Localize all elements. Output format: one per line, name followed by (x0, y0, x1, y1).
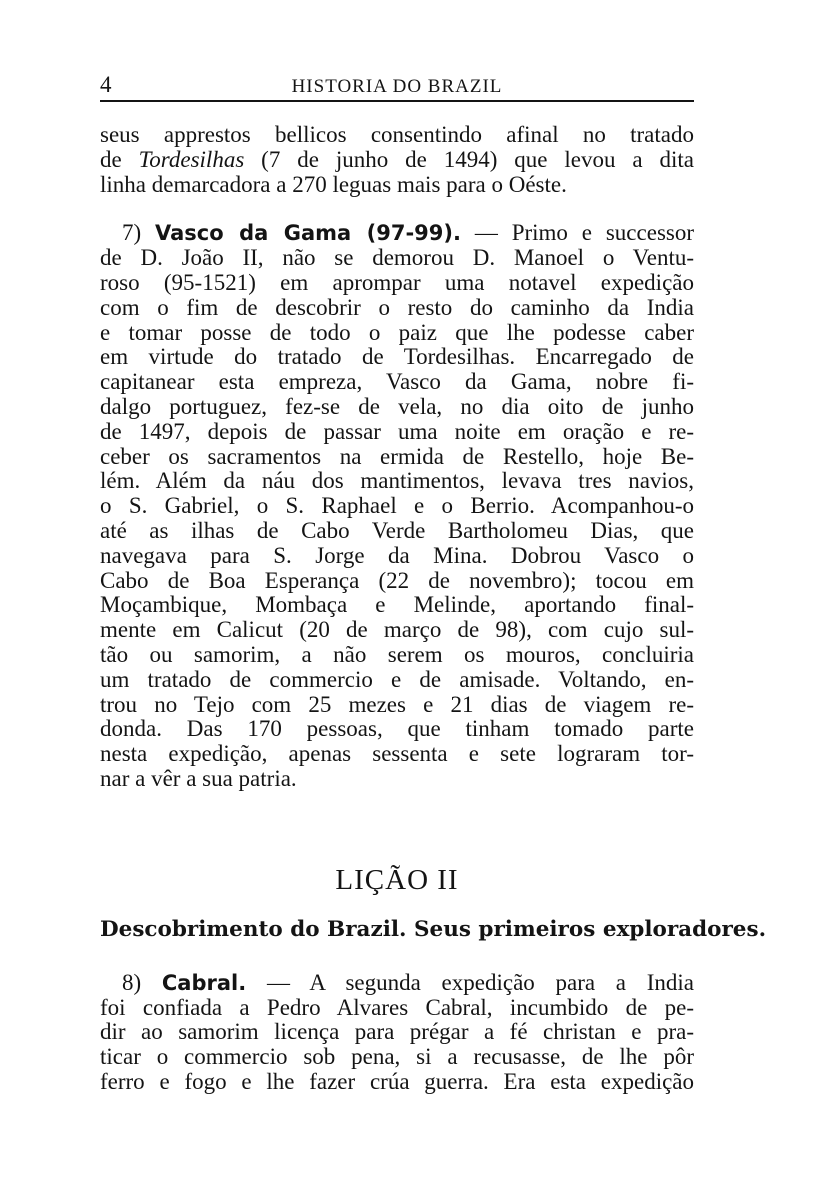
text-line: nar a vêr a sua patria. (100, 765, 297, 791)
paragraph-cabral (100, 971, 694, 1095)
paragraph-vasco-da-gama (100, 221, 694, 791)
text-line: o S. Gabriel, o S. Raphael e o Berrio. Acompanhou-o (100, 493, 694, 519)
text-fragment: — Primo e successor (460, 220, 694, 246)
running-header (100, 70, 694, 100)
text-line: foi confiada a Pedro Alvares Cabral, incumbido de pe- (100, 994, 694, 1020)
text-line: até as ilhas de Cabo Verde Bartholomeu Dias, que (100, 517, 694, 543)
text-line: ticar o commercio sob pena, si a recusasse, de lhe pôr (100, 1044, 694, 1070)
text-line: nesta expedição, apenas sessenta e sete lograram tor- (100, 741, 694, 767)
page-number: 4 (100, 72, 112, 97)
paragraph-continuation (100, 123, 694, 197)
text-fragment: de (100, 146, 139, 172)
section-heading: Vasco da Gama (97-99). (155, 221, 461, 246)
text-line: dir ao samorim licença para prégar a fé christan e pra- (100, 1019, 694, 1045)
section-heading: Cabral. (161, 970, 247, 995)
text-line: donda. Das 170 pessoas, que tinham tomado parte (100, 716, 694, 742)
text-line: com o fim de descobrir o resto do caminho da India (100, 294, 694, 320)
text-line: trou no Tejo com 25 mezes e 21 dias de viagem re- (100, 691, 694, 717)
text-line: ferro e fogo e lhe fazer crúa guerra. Era esta expedição (100, 1068, 694, 1094)
text-fragment: — A segunda expedição para a India (246, 969, 694, 995)
book-page (100, 70, 767, 1095)
text-line-first (100, 971, 694, 996)
header-rule (100, 100, 694, 102)
text-line: seus apprestos bellicos consentindo afinal no tratado (100, 122, 694, 147)
paragraph-number: 8) (122, 969, 162, 995)
text-line: e tomar posse de todo o paiz que lhe podesse caber (100, 319, 694, 345)
paragraph-number: 7) (122, 220, 156, 246)
text-line: tão ou samorim, a não serem os mouros, concluiria (100, 641, 694, 667)
text-line: capitanear esta empreza, Vasco da Gama, nobre fi- (100, 369, 694, 395)
text-line: linha demarcadora a 270 leguas mais para o Oéste. (100, 171, 567, 197)
text-line: navegava para S. Jorge da Mina. Dobrou Vasco o (100, 542, 694, 568)
lesson-subtitle: Descobrimento do Brazil. Seus primeiros exploradores. (100, 916, 767, 942)
text-line: dalgo portuguez, fez-se de vela, no dia oito de junho (100, 393, 694, 419)
text-line: Cabo de Boa Esperança (22 de novembro); tocou em (100, 567, 694, 593)
running-title: HISTORIA DO BRAZIL (291, 76, 503, 97)
text-line: roso (95-1521) em aprompar uma notavel expedição (100, 269, 694, 295)
text-line: lém. Além da náu dos mantimentos, levava tres navios, (100, 468, 694, 494)
text-line (100, 148, 694, 173)
text-line-first (100, 221, 694, 246)
text-line: de D. João II, não se demorou D. Manoel o Ventu- (100, 245, 694, 271)
text-line: de 1497, depois de passar uma noite em oração e re- (100, 418, 694, 444)
lesson-title: LIÇÃO II (335, 863, 459, 896)
text-line: ceber os sacramentos na ermida de Restello, hoje Be- (100, 443, 694, 469)
text-fragment: (7 de junho de 1494) que levou a dita (244, 146, 694, 172)
text-line: Moçambique, Mombaça e Melinde, aportando final- (100, 592, 694, 618)
text-line: mente em Calicut (20 de março de 98), com cujo sul- (100, 617, 694, 643)
italic-term: Tordesilhas (138, 146, 245, 172)
text-line: um tratado de commercio e de amisade. Voltando, en- (100, 666, 694, 692)
text-line: em virtude do tratado de Tordesilhas. Encarregado de (100, 344, 694, 370)
